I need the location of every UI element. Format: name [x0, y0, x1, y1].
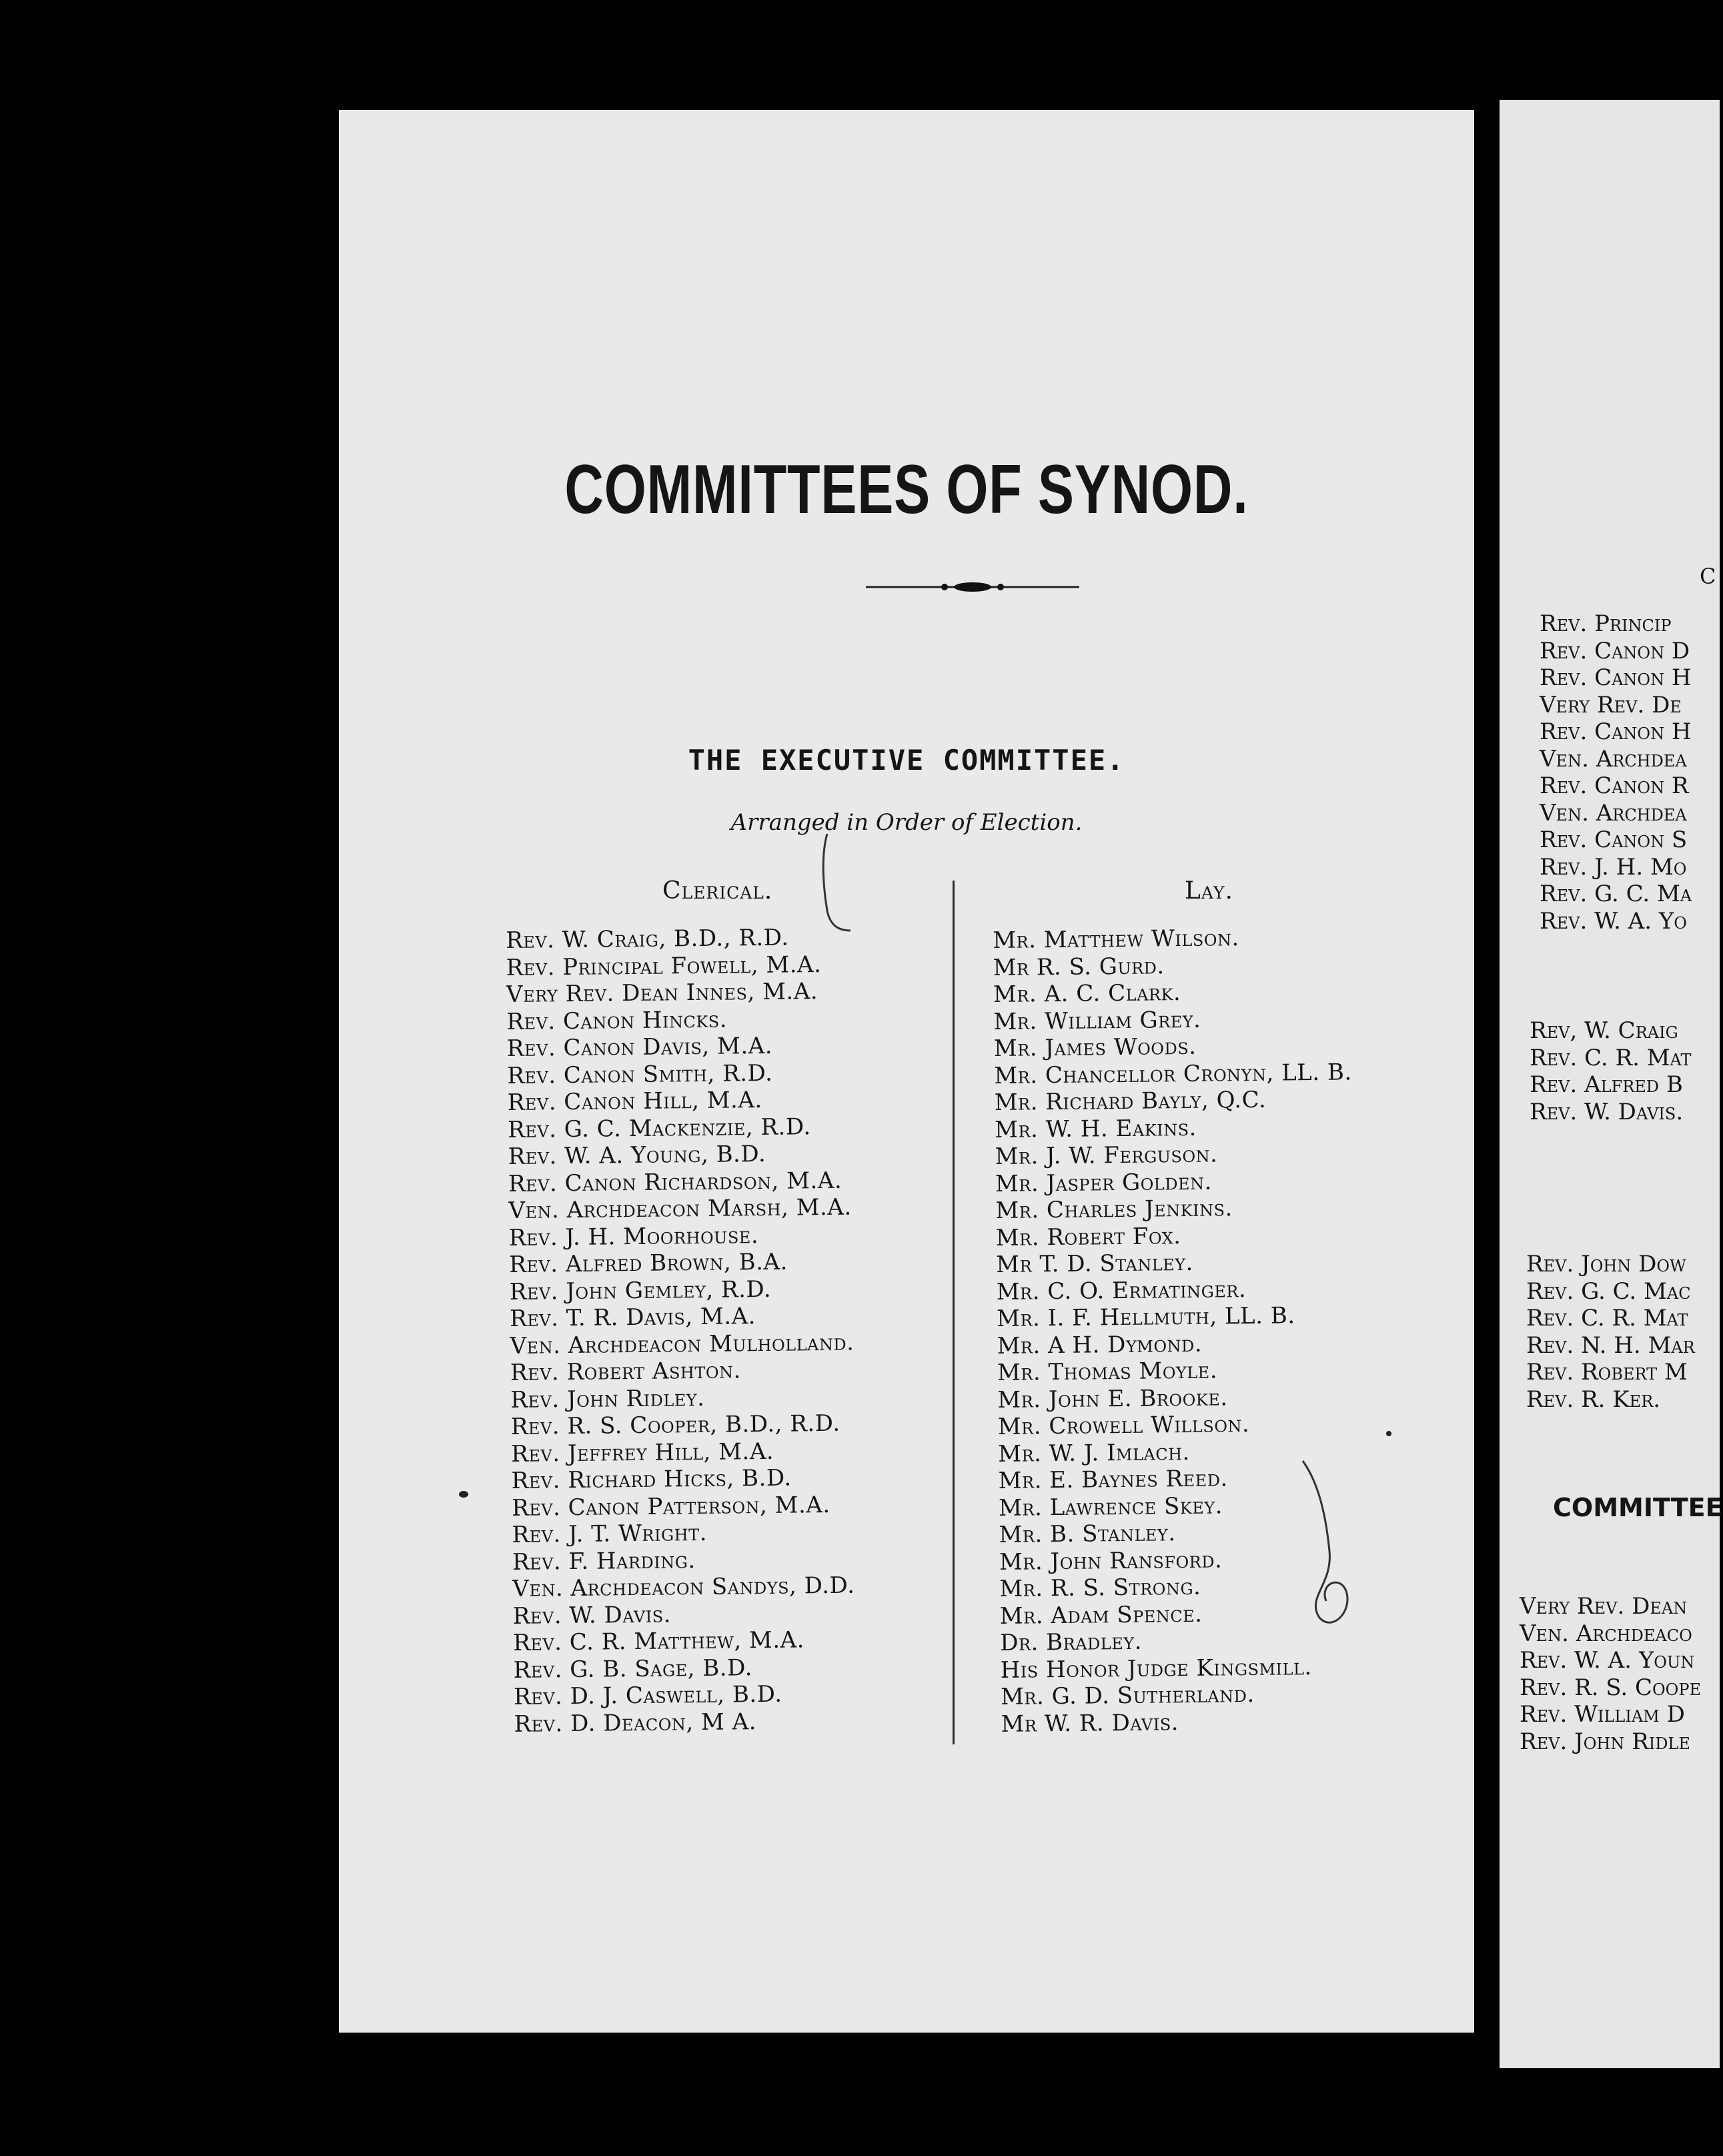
clerical-member: Rev. Robert Ashton. — [510, 1357, 742, 1386]
pen-mark — [1299, 1458, 1359, 1631]
next-page-member: Ven. Archdea — [1540, 745, 1687, 772]
lay-member: Mr. C. O. Ermatinger. — [996, 1275, 1247, 1305]
clerical-member: Very Rev. Dean Innes, M.A. — [506, 978, 818, 1008]
lay-member: Mr. William Grey. — [993, 1006, 1201, 1035]
clerical-member: Rev. R. S. Cooper, B.D., R.D. — [510, 1410, 840, 1440]
next-page-member: Very Rev. Dean — [1520, 1593, 1688, 1620]
next-page-member: Rev. C. R. Mat — [1526, 1305, 1688, 1331]
clerical-member: Rev. J. H. Moorhouse. — [508, 1221, 759, 1251]
page-gutter — [1474, 87, 1500, 2081]
pen-mark-bracket — [814, 831, 854, 937]
next-page-list-3 — [1526, 1251, 1695, 1413]
clerical-members-list — [506, 924, 858, 1738]
clerical-member: Rev. Jeffrey Hill, M.A. — [511, 1438, 774, 1468]
next-page-fragment — [1500, 100, 1723, 2068]
next-page-member: Rev. C. R. Mat — [1530, 1044, 1692, 1071]
lay-member: Mr. W. J. Imlach. — [998, 1438, 1191, 1468]
next-page-member: Rev. W. Davis. — [1530, 1098, 1684, 1125]
page-title: COMMITTEES OF SYNOD. — [564, 451, 1249, 528]
clerical-member: Rev. F. Harding. — [512, 1546, 696, 1576]
clerical-member: Rev. W. Craig, B.D., R.D. — [506, 924, 789, 954]
next-page-member: Ven. Archdeaco — [1520, 1620, 1692, 1647]
lay-member: Mr. A. C. Clark. — [993, 979, 1181, 1008]
lay-member: Mr. John Ransford. — [999, 1546, 1223, 1576]
next-page-committee-heading: COMMITTEE — [1553, 1493, 1723, 1522]
next-page-member: Rev. Canon R — [1540, 772, 1689, 799]
clerical-heading: Clerical. — [662, 877, 773, 905]
lay-member: Mr. Jasper Golden. — [995, 1168, 1213, 1197]
next-page-member: Rev. R. Ker. — [1526, 1386, 1661, 1413]
next-page-member: Rev. W. A. Yo — [1540, 907, 1687, 935]
next-page-member: Very Rev. De — [1540, 691, 1682, 718]
document-page — [339, 110, 1474, 2033]
lay-member: Mr. B. Stanley. — [999, 1520, 1176, 1548]
clerical-member: Rev. D. J. Caswell, B.D. — [513, 1680, 782, 1710]
clerical-member: Rev. Principal Fowell, M.A. — [506, 951, 822, 981]
lay-member: Mr. Crowell Willson. — [997, 1411, 1250, 1440]
lay-member: Mr T. D. Stanley. — [996, 1249, 1194, 1278]
lay-member: Mr. Robert Fox. — [995, 1222, 1181, 1251]
lay-member: Mr. J. W. Ferguson. — [995, 1141, 1218, 1170]
committee-heading: THE EXECUTIVE COMMITTEE. — [688, 744, 1125, 776]
next-page-list-1 — [1540, 610, 1692, 935]
clerical-member: Ven. Archdeacon Marsh, M.A. — [508, 1193, 852, 1224]
column-divider — [953, 881, 955, 1744]
clerical-member: Ven. Archdeacon Sandys, D.D. — [512, 1572, 855, 1602]
lay-member: Mr. Adam Spence. — [999, 1600, 1203, 1630]
clerical-member: Rev. D. Deacon, M A. — [514, 1708, 757, 1738]
ink-speck — [459, 1491, 468, 1498]
next-page-member: Rev. R. S. Coope — [1520, 1674, 1702, 1701]
clerical-member: Rev. W. Davis. — [512, 1600, 672, 1630]
next-page-member: Rev. J. H. Mo — [1540, 853, 1687, 881]
clerical-member: Rev. Canon Richardson, M.A. — [508, 1167, 842, 1197]
next-page-member: Rev. Princip — [1540, 610, 1672, 637]
clerical-member: Rev. Canon Patterson, M.A. — [511, 1491, 830, 1522]
lay-member: Mr. Matthew Wilson. — [993, 925, 1239, 954]
lay-member: Mr. I. F. Hellmuth, LL. B. — [996, 1302, 1295, 1332]
next-page-member: Rev. Canon D — [1540, 637, 1690, 664]
clerical-member: Rev. Canon Davis, M.A. — [506, 1032, 773, 1062]
lay-member: Mr. John E. Brooke. — [997, 1384, 1228, 1414]
next-page-member: Rev. John Ridle — [1520, 1728, 1690, 1755]
lay-member: Mr. Chancellor Cronyn, LL. B. — [994, 1058, 1352, 1089]
lay-member: Mr. G. D. Sutherland. — [1000, 1680, 1255, 1710]
lay-heading: Lay. — [1185, 877, 1233, 905]
next-page-heading-letter: C — [1700, 564, 1716, 589]
clerical-member: Rev. Canon Hill, M.A. — [507, 1086, 762, 1116]
next-page-member: Ven. Archdea — [1540, 799, 1687, 827]
lay-member: Mr. E. Baynes Reed. — [998, 1465, 1228, 1494]
lay-member: Mr W. R. Davis. — [1001, 1708, 1179, 1738]
clerical-member: Rev. Canon Smith, R.D. — [507, 1059, 773, 1089]
lay-member: Dr. Bradley. — [1000, 1628, 1143, 1656]
lay-member: Mr. Richard Bayly, Q.C. — [994, 1086, 1267, 1116]
lay-member: Mr. R. S. Strong. — [999, 1573, 1201, 1602]
clerical-member: Rev. T. R. Davis, M.A. — [509, 1303, 756, 1332]
next-page-member: Rev. William D — [1520, 1701, 1685, 1728]
lay-member: His Honor Judge Kingsmill. — [1000, 1653, 1312, 1684]
clerical-member: Rev. J. T. Wright. — [512, 1519, 708, 1548]
lay-member: Mr. Charles Jenkins. — [995, 1195, 1233, 1224]
clerical-member: Rev. Canon Hincks. — [506, 1006, 728, 1035]
clerical-member: Rev. G. B. Sage, B.D. — [513, 1654, 753, 1684]
lay-member: Mr. A H. Dymond. — [997, 1330, 1203, 1360]
next-page-member: Rev. Canon H — [1540, 718, 1692, 745]
lay-member: Mr. James Woods. — [993, 1033, 1197, 1062]
clerical-member: Rev. G. C. Mackenzie, R.D. — [507, 1113, 811, 1143]
lay-member: Mr. Thomas Moyle. — [997, 1357, 1218, 1386]
clerical-member: Rev. W. A. Young, B.D. — [508, 1140, 766, 1170]
lay-member: Mr. W. H. Eakins. — [994, 1114, 1197, 1143]
next-page-member: Rev. Canon S — [1540, 827, 1688, 853]
next-page-list-4 — [1520, 1593, 1701, 1755]
next-page-member: Rev. G. C. Ma — [1540, 881, 1692, 907]
election-order-note: Arranged in Order of Election. — [730, 809, 1083, 836]
ornament-divider — [866, 577, 1079, 597]
clerical-member: Rev. Alfred Brown, B.A. — [509, 1248, 788, 1278]
next-page-member: Rev. Alfred B — [1530, 1071, 1683, 1098]
clerical-member: Rev. John Gemley, R.D. — [509, 1275, 772, 1305]
lay-member: Mr. Lawrence Skey. — [998, 1492, 1223, 1522]
next-page-member: Rev. Canon H — [1540, 664, 1692, 691]
next-page-member: Rev. N. H. Mar — [1526, 1331, 1695, 1359]
lay-member: Mr R. S. Gurd. — [993, 952, 1165, 981]
next-page-member: Rev, W. Craig — [1530, 1017, 1678, 1044]
clerical-member: Ven. Archdeacon Mulholland. — [510, 1329, 854, 1360]
clerical-member: Rev. Richard Hicks, B.D. — [511, 1464, 792, 1494]
next-page-list-2 — [1530, 1017, 1692, 1125]
next-page-member: Rev. Robert M — [1526, 1359, 1688, 1386]
next-page-member: Rev. W. A. Youn — [1520, 1647, 1695, 1674]
next-page-member: Rev. John Dow — [1526, 1251, 1686, 1277]
clerical-member: Rev. C. R. Matthew, M.A. — [513, 1626, 805, 1656]
ink-speck — [1386, 1431, 1391, 1436]
clerical-member: Rev. John Ridley. — [510, 1384, 705, 1414]
next-page-member: Rev. G. C. Mac — [1526, 1277, 1691, 1305]
